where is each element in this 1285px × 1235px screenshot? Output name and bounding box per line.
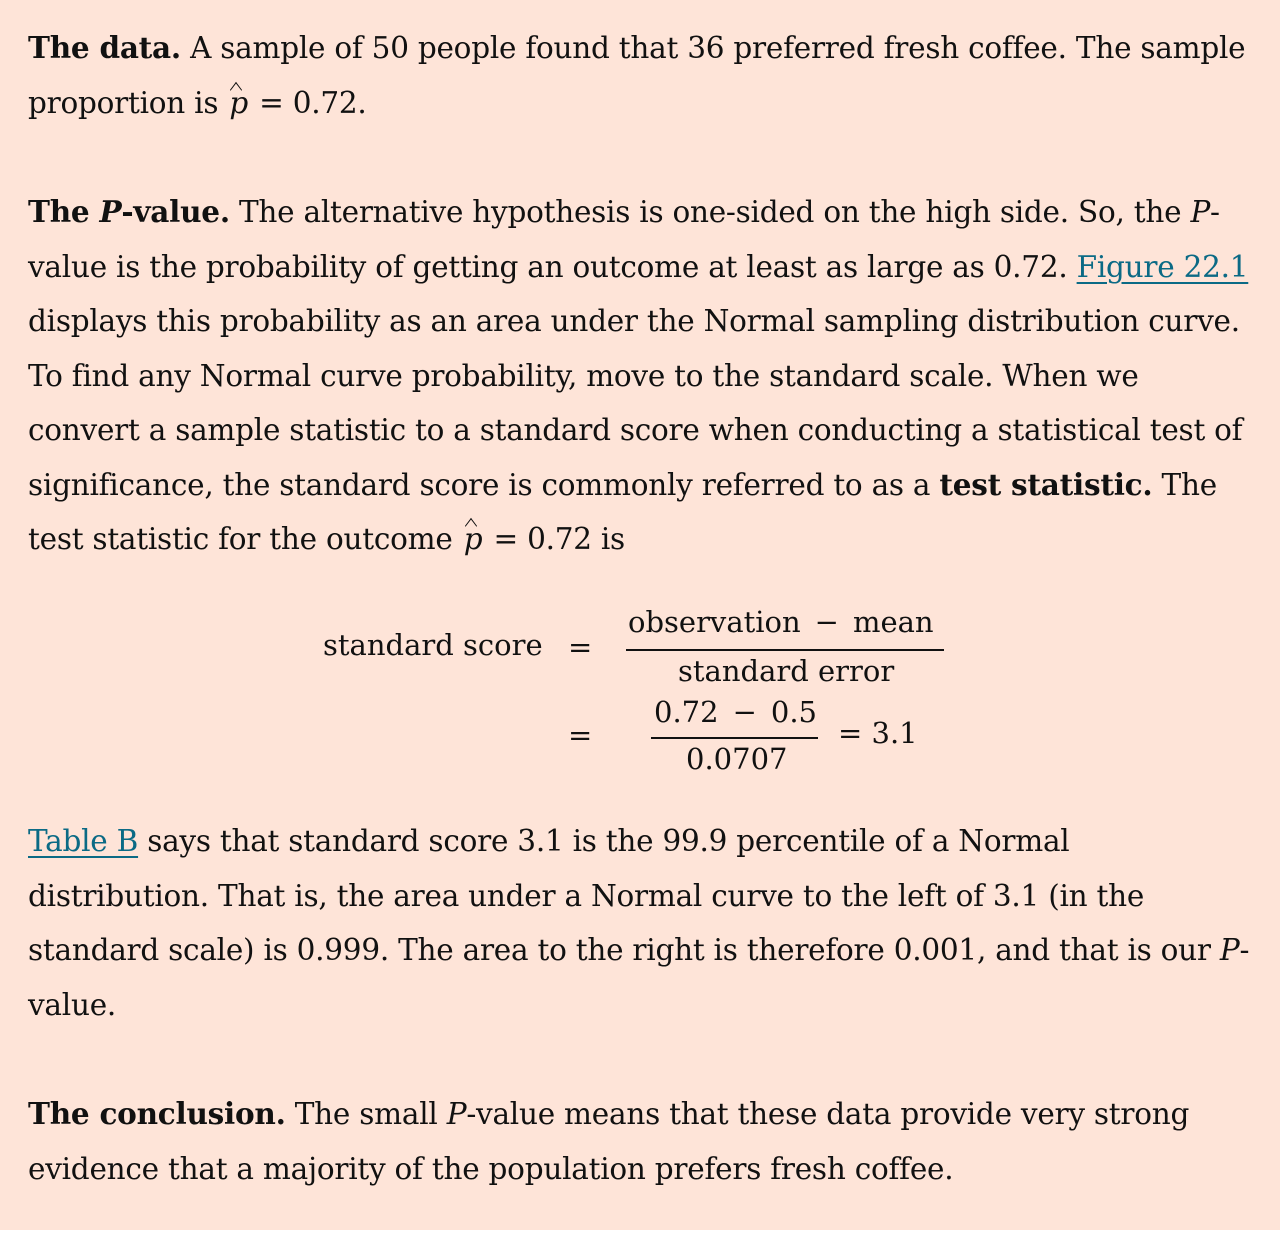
equation-lhs: standard score	[323, 628, 543, 662]
paragraph-table-b: Table B says that standard score 3.1 is the 99.9 percentile of a Normal distribution. That is, the area under a Normal curve to the left of 3.1 (in the standard scale) is 0.999. The area to the right is therefore 0.001, and that is our P-value.	[28, 824, 1250, 1022]
paragraph-conclusion: The conclusion. The small P-value means that these data provide very strong evidence that a majority of the population prefers fresh coffee.	[28, 1096, 1190, 1186]
label-the-data: The data.	[28, 30, 181, 65]
equation-denominator-1: standard error	[678, 654, 895, 688]
table-b-link[interactable]: Table B	[28, 824, 139, 858]
equation-equals-2: =	[568, 718, 593, 752]
equation-result: = 3.1	[838, 716, 918, 750]
equation-numerator-1: observation − mean	[628, 605, 934, 639]
term-test-statistic: test statistic.	[939, 466, 1153, 502]
paragraph-data: The data. A sample of 50 people found that 36 preferred fresh coffee. The sample proportion is p = 0.72.	[28, 21, 1258, 130]
fraction-bar-2	[651, 737, 818, 739]
figure-22-1-link[interactable]: Figure 22.1	[1076, 249, 1249, 284]
fraction-bar-1	[626, 649, 944, 651]
p-hat-symbol: p	[462, 512, 485, 567]
label-p-value: The P-value.	[28, 194, 230, 229]
label-the-conclusion: The conclusion.	[28, 1096, 286, 1131]
equation-denominator-2: 0.0707	[686, 742, 788, 776]
paragraph-p-value: The P-value. The alternative hypothesis is one-sided on the high side. So, the P-value is the probability of getting an outcome at least as large as 0.72. Figure 22.1 displays this probability as an area under the Normal sampling distribution curve. To find any Normal curve probability, move to the standard scale. When we convert a sample statistic to a standard score when conducting a statistical test of significance, the standard score is commonly referred to as a test statistic. The test statistic for the outcome p = 0.72 is	[28, 185, 1258, 567]
p-hat-symbol: p	[227, 76, 250, 131]
equation-equals-1: =	[568, 630, 593, 664]
equation-numerator-2: 0.72 − 0.5	[654, 695, 818, 729]
